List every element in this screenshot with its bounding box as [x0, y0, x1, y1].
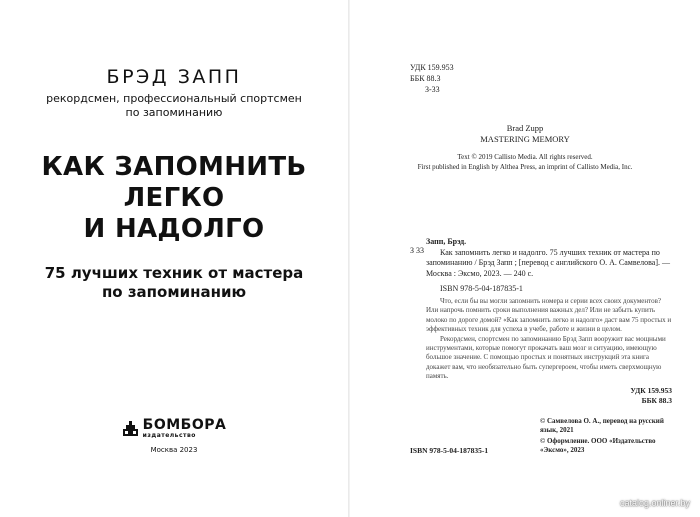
udk-block-bottom	[600, 386, 672, 406]
author-desc-line: рекордсмен, профессиональный спортсмен	[46, 92, 302, 105]
author-name: БРЭД ЗАПП	[106, 66, 242, 88]
original-title-block	[350, 123, 700, 145]
subtitle-line: по запоминанию	[101, 283, 247, 301]
author-desc-line: по запоминанию	[125, 106, 223, 119]
title-line: ЛЕГКО	[123, 183, 225, 213]
copyright-line: © Самвелова О. А., перевод на русский язык, 2021	[540, 417, 664, 434]
copyright-line: Text © 2019 Callisto Media. All rights reserved.	[457, 153, 593, 161]
publisher-logo	[0, 418, 348, 441]
catalog-body: Как запомнить легко и надолго. 75 лучших техник от мастера по запоминанию / Брэд Запп ; [перевод с английского О. А. Самвелова]. — Москва : Эксмо, 2023. — 240 с.	[426, 247, 670, 278]
title-line: КАК ЗАПОМНИТЬ	[41, 152, 307, 182]
bbk-line: ББК 88.3	[641, 396, 672, 405]
publisher-name: БОМБОРА	[142, 417, 227, 433]
watermark: catalog.onliner.by	[620, 498, 691, 508]
bbk-line: ББК 88.3	[410, 74, 441, 83]
udk-block-top	[410, 62, 454, 95]
book-subtitle	[0, 264, 348, 302]
udk-line: УДК 159.953	[410, 63, 454, 72]
original-author: Brad Zupp	[506, 123, 544, 133]
annotation-paragraph: Что, если бы вы могли запомнить номера и серии всех своих документов? Или напрочь помнить сроки выполнения важных дел? Или не забыть купить молоко по дороге домой? «Как запомнить легко и надолго» даст вам 75 простых и эффективных техник для успеха в учебе, работе и жизни в целом.	[426, 297, 672, 334]
edition-copyright	[540, 417, 680, 457]
catalog-heading: Запп, Брэд.	[426, 237, 467, 246]
original-copyright	[350, 153, 700, 172]
copyright-line: © Оформление. ООО «Издательство «Эксмо», 2023	[540, 437, 656, 454]
annotation-paragraph: Рекордсмен, спортсмен по запоминанию Брэд Запп вооружит вас мощными инструментами, которые помогут прокачать ваш мозг и ситуацию, имеющую большое значение. С помощью простых и понятных инструкций эта книга докажет вам, что необязательно быть супергероем, чтобы иметь сверхмощную память.	[426, 334, 666, 381]
title-line: И НАДОЛГО	[83, 214, 265, 244]
bombora-logo-icon	[122, 420, 139, 437]
author-sign-line: З-33	[425, 85, 440, 94]
original-title: MASTERING MEMORY	[480, 134, 570, 144]
isbn-main: ISBN 978-5-04-187835-1	[440, 284, 523, 293]
annotation	[426, 297, 672, 382]
udk-line: УДК 159.953	[630, 386, 672, 395]
isbn-bottom: ISBN 978-5-04-187835-1	[410, 446, 489, 455]
catalog-code: З 33	[410, 246, 425, 255]
book-title	[0, 152, 348, 245]
copyright-line: First published in English by Althea Press, an imprint of Callisto Media, Inc.	[417, 162, 633, 171]
subtitle-line: 75 лучших техник от мастера	[44, 264, 304, 282]
author-description	[0, 92, 348, 120]
publisher-tagline: издательство	[142, 432, 196, 439]
catalog-entry	[426, 237, 672, 279]
publisher-city-year: Москва 2023	[150, 446, 198, 454]
